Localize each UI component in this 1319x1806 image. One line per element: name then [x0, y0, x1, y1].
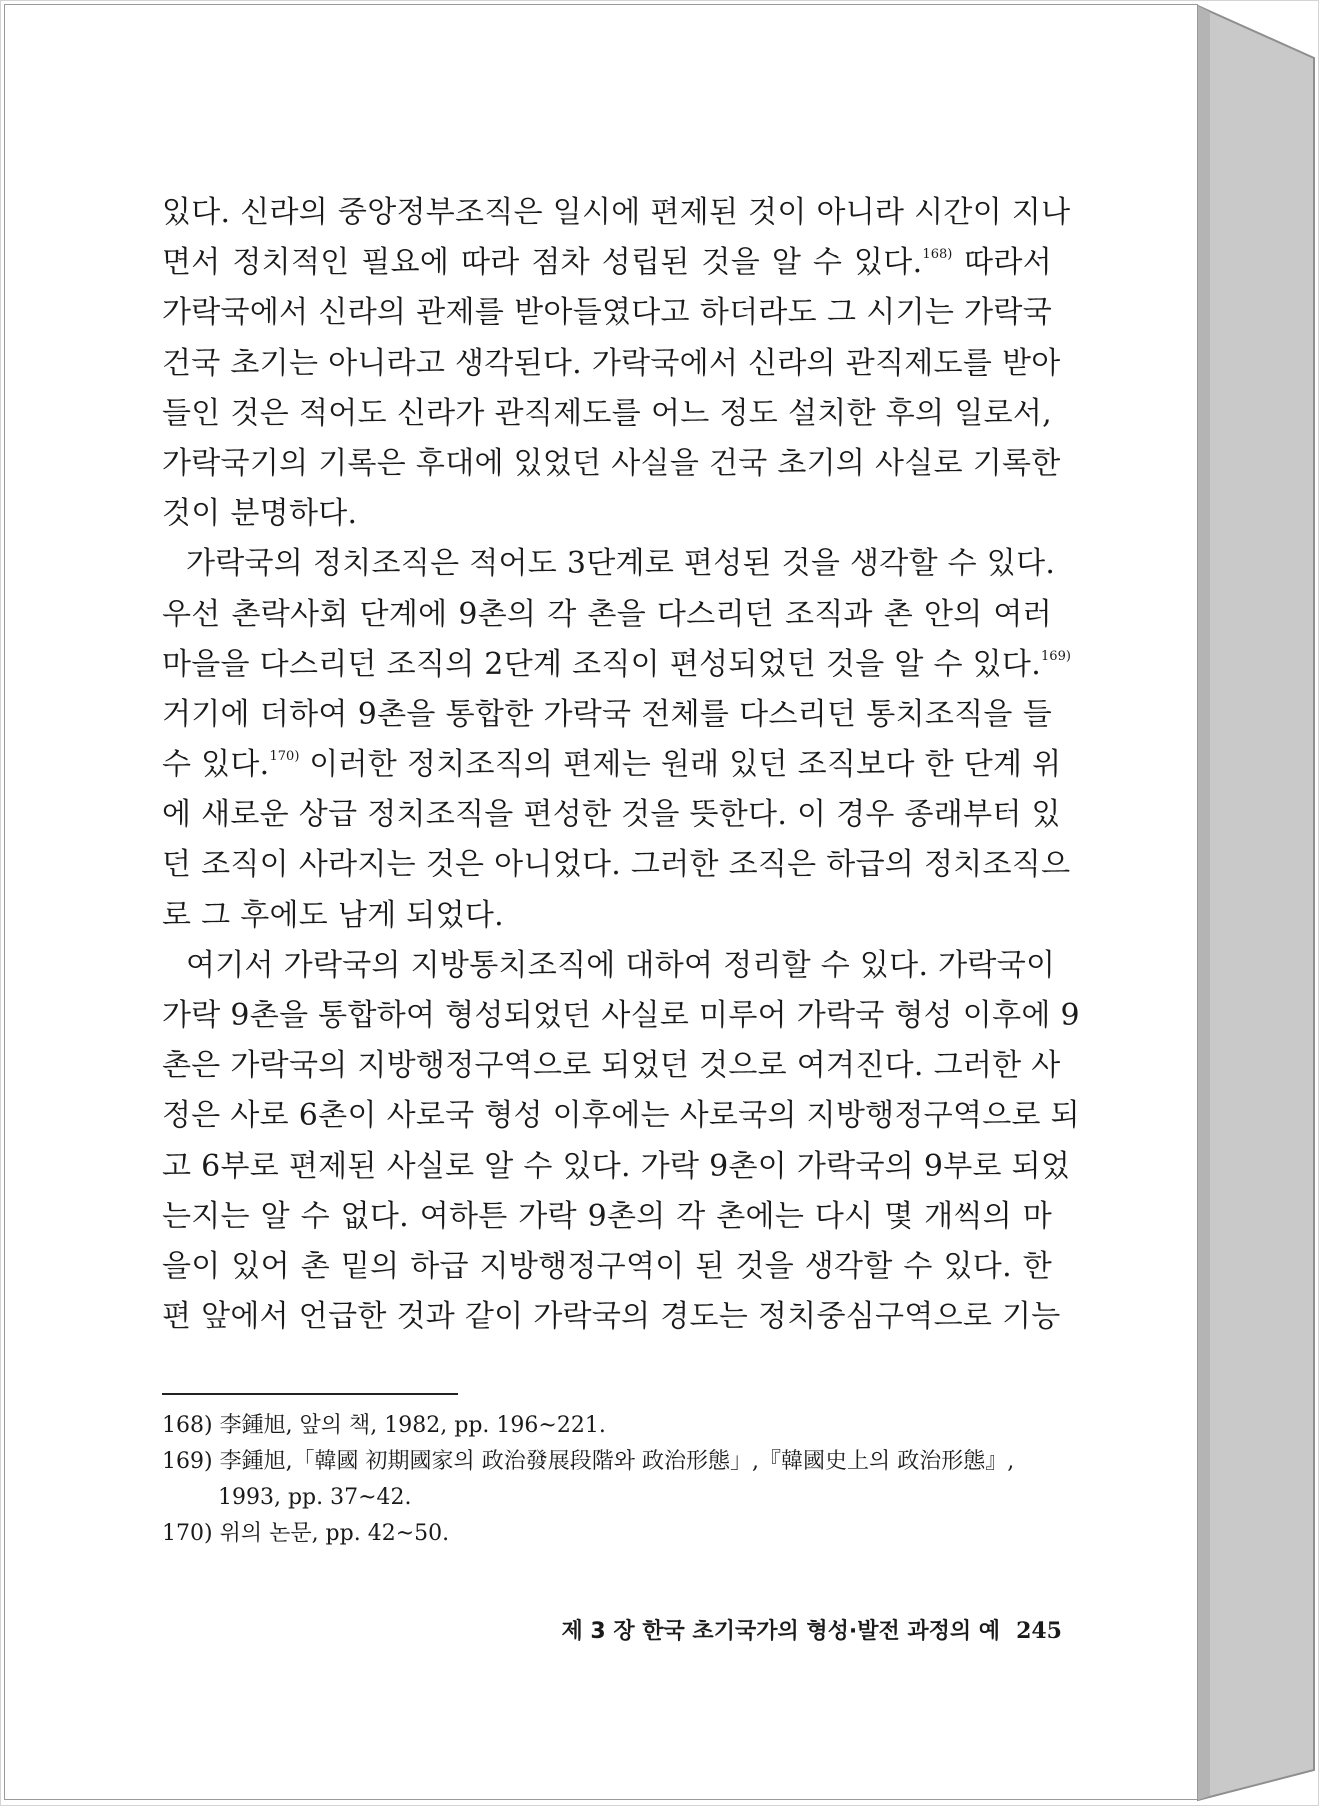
text-line: [162, 590, 1052, 640]
footnote-entry: 169) 李鍾旭,「韓國 初期國家의 政治發展段階와 政治形態」,『韓國史上의 政治形態』,: [162, 1449, 1015, 1474]
text-line: [162, 991, 1080, 1041]
text-segment: 가락국에서 신라의 관제를 받아들였다고 하더라도 그 시기는 가락국: [162, 295, 1052, 331]
text-segment: 을이 있어 촌 밑의 하급 지방행정구역이 된 것을 생각할 수 있다. 한: [162, 1248, 1052, 1284]
text-line: [162, 238, 1052, 288]
text-line: [162, 1041, 1061, 1091]
text-line: [162, 1242, 1052, 1292]
text-segment: 건국 초기는 아니라고 생각된다. 가락국에서 신라의 관직제도를 받아: [162, 345, 1061, 381]
body-text: [162, 188, 1080, 1342]
text-line: [162, 339, 1061, 389]
text-segment: 는지는 알 수 없다. 여하튼 가락 9촌의 각 촌에는 다시 몇 개씩의 마: [162, 1198, 1052, 1234]
text-segment: 정은 사로 6촌이 사로국 형성 이후에는 사로국의 지방행정구역으로 되: [162, 1098, 1080, 1134]
text-line: [162, 288, 1052, 338]
text-line: [162, 539, 1056, 589]
footnote-marker: 169): [1041, 648, 1071, 664]
chapter-title: 제 3 장 한국 초기국가의 형성·발전 과정의 예: [561, 1619, 1001, 1644]
text-segment: 있다. 신라의 중앙정부조직은 일시에 편제된 것이 아니라 시간이 지나: [162, 195, 1071, 230]
text-line: [162, 891, 1052, 941]
text-segment: 이러한 정치조직의 편제는 원래 있던 조직보다 한 단계 위: [299, 747, 1062, 783]
footnotes: [162, 1408, 1062, 1552]
text-segment: 편 앞에서 언급한 것과 같이 가락국의 경도는 정치중심구역으로 기능: [162, 1299, 1061, 1335]
text-line: [162, 439, 1061, 489]
text-segment: 거기에 더하여 9촌을 통합한 가락국 전체를 다스리던 통치조직을 들: [162, 696, 1052, 732]
page-number: 245: [1016, 1618, 1062, 1644]
text-line: [162, 1142, 1071, 1192]
text-segment: 우선 촌락사회 단계에 9촌의 각 촌을 다스리던 조직과 촌 안의 여러: [162, 596, 1052, 632]
text-segment: 로 그 후에도 남게 되었다.: [162, 897, 504, 933]
text-segment: 가락국기의 기록은 후대에 있었던 사실을 건국 초기의 사실로 기록한: [162, 445, 1061, 481]
footnote-entry: 168) 李鍾旭, 앞의 책, 1982, pp. 196~221.: [162, 1413, 606, 1438]
text-segment: 촌은 가락국의 지방행정구역으로 되었던 것으로 여겨진다. 그러한 사: [162, 1048, 1061, 1084]
text-segment: 마을을 다스리던 조직의 2단계 조직이 편성되었던 것을 알 수 있다.: [162, 646, 1042, 682]
running-footer: [470, 1614, 1062, 1645]
text-segment: 고 6부로 편제된 사실로 알 수 있다. 가락 9촌이 가락국의 9부로 되었: [162, 1148, 1071, 1184]
text-line: [162, 640, 1071, 690]
footnote-marker: 168): [922, 247, 953, 263]
text-line: [162, 1292, 1061, 1342]
text-segment: 여기서 가락국의 지방통치조직에 대하여 정리할 수 있다. 가락국이: [186, 947, 1056, 983]
book-spine-face: [1198, 6, 1314, 1800]
text-segment: 가락국의 정치조직은 적어도 3단계로 편성된 것을 생각할 수 있다.: [186, 546, 1056, 582]
text-line: [162, 941, 1056, 991]
text-segment: 에 새로운 상급 정치조직을 편성한 것을 뜻한다. 이 경우 종래부터 있: [162, 797, 1061, 833]
text-line: [162, 188, 1071, 238]
footnote-marker: 170): [269, 749, 300, 765]
text-segment: 가락 9촌을 통합하여 형성되었던 사실로 미루어 가락국 형성 이후에 9: [162, 998, 1080, 1033]
text-segment: 들인 것은 적어도 신라가 관직제도를 어느 정도 설치한 후의 일로서,: [162, 395, 1052, 431]
text-segment: 수 있다.: [162, 747, 270, 783]
text-line: [162, 790, 1061, 840]
text-line: [162, 489, 1052, 539]
text-line: [162, 740, 1062, 790]
text-segment: 따라서: [952, 245, 1052, 281]
text-line: [162, 389, 1052, 439]
text-line: [162, 1192, 1052, 1242]
text-segment: 던 조직이 사라지는 것은 아니었다. 그러한 조직은 하급의 정치조직으: [162, 847, 1071, 883]
footnote-entry: 170) 위의 논문, pp. 42~50.: [162, 1521, 450, 1546]
text-segment: 것이 분명하다.: [162, 496, 358, 532]
text-line: [162, 840, 1071, 890]
text-line: [162, 1091, 1080, 1141]
book-spine-shadow: [1198, 6, 1210, 1800]
text-line: [162, 690, 1052, 740]
footnote-separator: [162, 1393, 458, 1395]
text-segment: 면서 정치적인 필요에 따라 점차 성립된 것을 알 수 있다.: [162, 245, 923, 281]
footnote-continuation: 1993, pp. 37~42.: [218, 1485, 412, 1510]
